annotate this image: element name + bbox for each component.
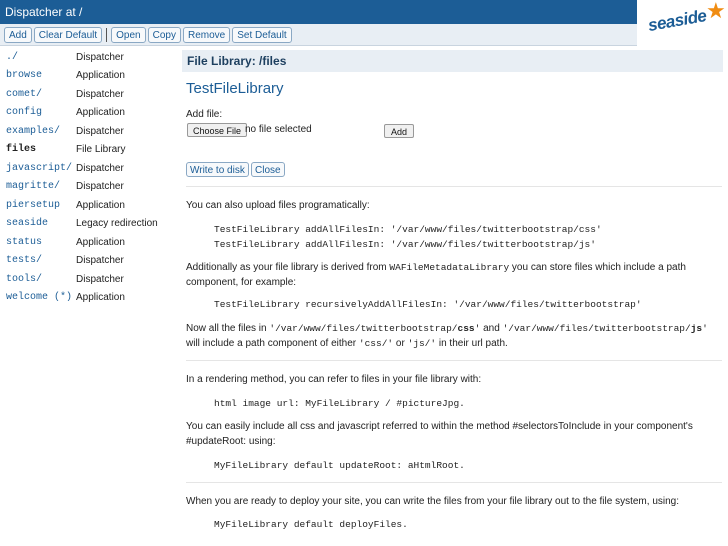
paragraph: You can easily include all css and javascript referred to within the method #selectorsToInclude in your component's #updateRoot: using: [186,421,693,447]
code-line: TestFileLibrary recursivelyAddAllFilesIn: '/var/www/files/twitterbootstrap' [214,299,642,310]
toolbar-divider [106,28,107,42]
divider [186,360,722,361]
panel-header [182,50,723,72]
text: or [393,338,408,349]
divider [186,186,722,187]
path-css: '/var/www/files/twitterbootstrap/css' [269,323,481,334]
sidebar-item-path[interactable]: files [6,144,37,155]
toolbar [0,24,637,46]
sidebar-item[interactable] [0,179,180,197]
sidebar-item-type: File Library [76,144,126,155]
add-button[interactable]: Add [4,27,32,43]
sidebar-item-path[interactable]: status [6,237,43,248]
sidebar-item-path[interactable]: browse [6,70,43,81]
sidebar-item-path[interactable]: seaside [6,218,49,229]
paragraph [186,260,722,290]
window-title-bar [0,0,637,24]
sidebar-item[interactable] [0,290,180,308]
sidebar-item-type: Application [76,70,125,81]
text: will include a path component of either [186,338,359,349]
sidebar-item[interactable] [0,50,180,68]
sidebar-item-type: Dispatcher [76,52,124,63]
class-name: WAFileMetadataLibrary [389,262,510,273]
sidebar-item-type: Dispatcher [76,255,124,266]
star-icon: ★ [706,0,726,23]
sidebar-item-path[interactable]: piersetup [6,200,61,211]
code-line: TestFileLibrary addAllFilesIn: '/var/www/files/twitterbootstrap/js' [214,239,596,250]
close-button[interactable]: Close [251,162,285,177]
set-default-button[interactable]: Set Default [232,27,291,43]
sidebar-item-path[interactable]: ./ [6,52,19,63]
panel-title: File Library: /files [187,54,287,68]
code-fragment: 'css/' [358,338,394,349]
sidebar-item-path[interactable]: welcome (*) [6,292,73,303]
sidebar-item-path[interactable]: config [6,107,43,118]
text: you can store files which include a path component, for example: [186,262,686,288]
logo-text: seaside [646,6,708,36]
sidebar-item[interactable] [0,161,180,179]
paragraph: When you are ready to deploy your site, you can write the files from your file library out to the file system, using: [186,496,680,507]
sidebar-item[interactable] [0,87,180,105]
sidebar-item-path[interactable]: tools/ [6,274,43,285]
sidebar-item-path[interactable]: tests/ [6,255,43,266]
sidebar-item-type: Dispatcher [76,163,124,174]
sidebar-item[interactable] [0,124,180,142]
sidebar-item[interactable] [0,68,180,86]
text: and [480,323,503,334]
code-line: MyFileLibrary default deployFiles. [214,519,408,530]
add-file-label: Add file: [186,109,223,120]
sidebar-item-path[interactable]: comet/ [6,89,43,100]
paragraph [186,321,722,351]
sidebar-item-type: Dispatcher [76,126,124,137]
code-line: MyFileLibrary default updateRoot: aHtmlRoot. [214,460,465,471]
sidebar-item[interactable] [0,272,180,290]
window-title: Dispatcher at / [5,5,83,19]
sidebar-item-type: Application [76,200,125,211]
code-line: TestFileLibrary addAllFilesIn: '/var/www/files/twitterbootstrap/css' [214,224,602,235]
remove-button[interactable]: Remove [183,27,230,43]
seaside-logo [646,2,726,42]
add-file-button[interactable]: Add [384,124,414,138]
write-to-disk-button[interactable]: Write to disk [186,162,249,177]
sidebar-item[interactable] [0,235,180,253]
sidebar-item-type: Application [76,107,125,118]
open-button[interactable]: Open [111,27,145,43]
copy-button[interactable]: Copy [148,27,181,43]
sidebar-item-path[interactable]: magritte/ [6,181,61,192]
sidebar-item-type: Dispatcher [76,89,124,100]
sidebar-item[interactable] [0,216,180,234]
code-line: html image url: MyFileLibrary / #pictureJpg. [214,398,465,409]
paragraph: You can also upload files programatically: [186,200,370,211]
text: Now all the files in [186,323,270,334]
sidebar-item-type: Dispatcher [76,181,124,192]
path-js: '/var/www/files/twitterbootstrap/js' [502,323,708,334]
sidebar-item-type: Application [76,292,125,303]
divider [186,482,722,483]
sidebar-item-type: Dispatcher [76,274,124,285]
sidebar-item-path[interactable]: examples/ [6,126,61,137]
choose-file-button[interactable]: Choose File [187,123,247,137]
file-status-text: no file selected [245,124,312,135]
sidebar-item-type: Legacy redirection [76,218,158,229]
sidebar-item[interactable] [0,253,180,271]
sidebar-item-path[interactable]: javascript/ [6,163,73,174]
paragraph: In a rendering method, you can refer to files in your file library with: [186,374,482,385]
sidebar-item[interactable] [0,105,180,123]
text: in their url path. [436,338,508,349]
text: Additionally as your file library is derived from [186,262,390,273]
sidebar-item[interactable] [0,198,180,216]
code-fragment: 'js/' [407,338,437,349]
clear-default-button[interactable]: Clear Default [34,27,102,43]
sidebar-item-selected[interactable] [0,142,180,160]
library-name: TestFileLibrary [186,80,284,97]
sidebar-item-type: Application [76,237,125,248]
